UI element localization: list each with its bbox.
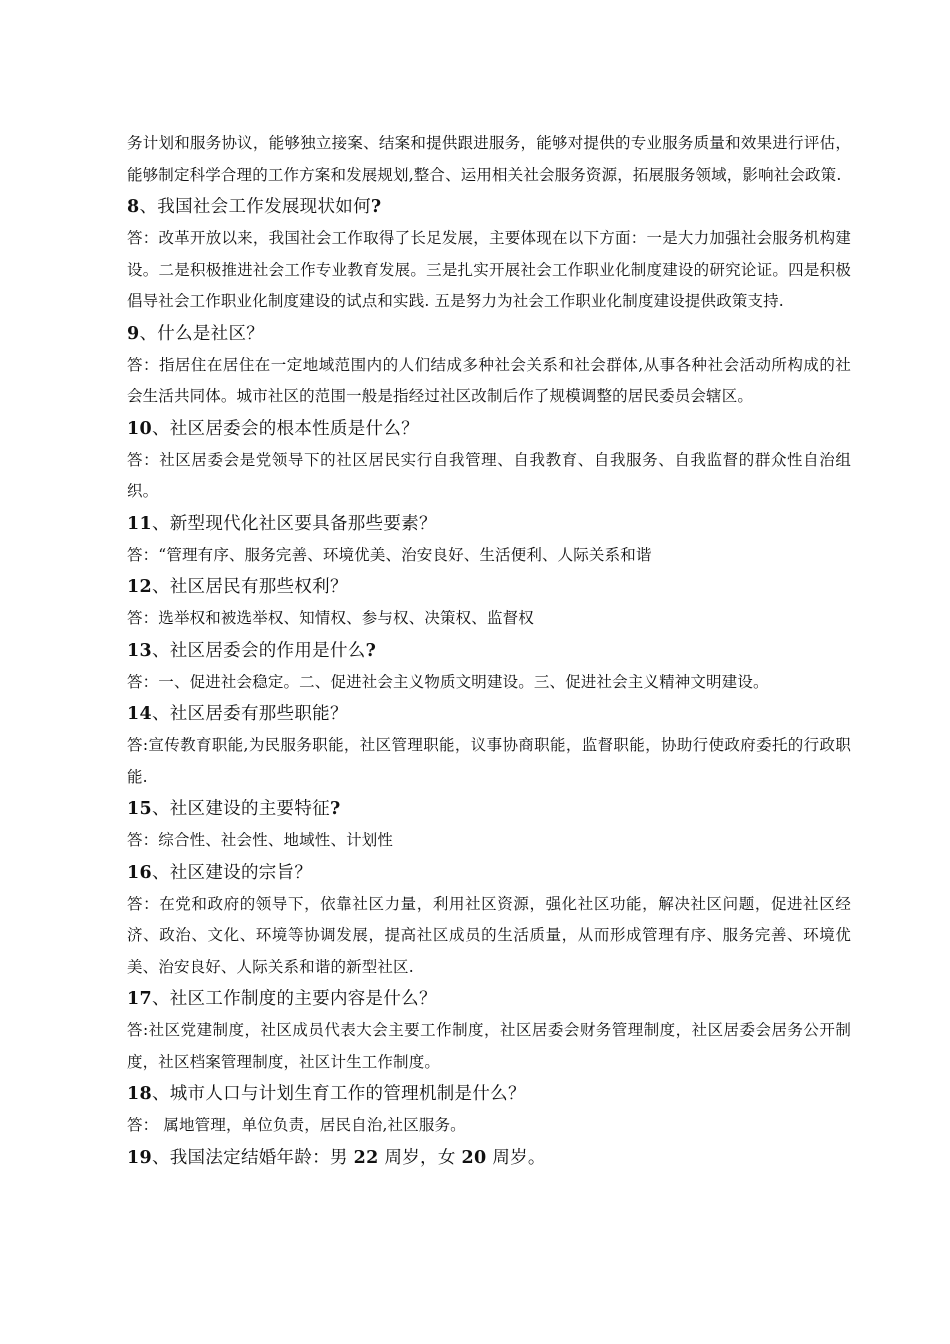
qa-item (127, 983, 851, 1078)
question-heading (127, 571, 851, 603)
qa-item (127, 793, 851, 857)
qa-item (127, 508, 851, 572)
question-text: 、社区工作制度的主要内容是什么？ (151, 989, 437, 1009)
question-text: 、社区居委会的根本性质是什么？ (151, 418, 419, 439)
question-mark: ? (365, 640, 377, 661)
question-text: 、社区建设的宗旨？ (151, 862, 313, 883)
question-19 (127, 1142, 851, 1174)
question-number: 12 (127, 577, 152, 597)
question-number: 13 (127, 640, 152, 661)
question-number: 8 (127, 197, 140, 217)
qa-item (127, 191, 851, 318)
question-number: 11 (127, 513, 152, 534)
answer-paragraph: 答：社区居委会是党领导下的社区居民实行自我管理、自我教育、自我服务、自我监督的群众性自治组织。 (127, 450, 851, 500)
answer-paragraph: 答：综合性、社会性、地域性、计划性 (127, 831, 394, 849)
question-mark: ? (329, 799, 341, 819)
qa-item (127, 318, 851, 413)
qa-item (127, 413, 851, 508)
question-text: 、社区居民有那些权利？ (151, 577, 348, 597)
question-heading (127, 857, 851, 889)
question-text: 、社区居委有那些职能？ (151, 704, 348, 724)
qa-item (127, 571, 851, 635)
question-number: 18 (127, 1084, 152, 1104)
qa-item (127, 1078, 851, 1142)
question-number: 16 (127, 862, 152, 883)
question-text: 、社区建设的主要特征 (151, 799, 330, 819)
question-heading (127, 793, 851, 825)
question-text: 周岁。 (486, 1147, 546, 1168)
question-text: 、社区居委会的作用是什么 (151, 640, 366, 661)
answer-paragraph: 答：指居住在居住在一定地域范围内的人们结成多种社会关系和社会群体,从事各种社会活动所构成的社会生活共同体。城市社区的范围一般是指经过社区改制后作了规模调整的居民委员会辖区。 (127, 355, 851, 405)
intro-paragraph: 务计划和服务协议，能够独立接案、结案和提供跟进服务，能够对提供的专业服务质量和效果进行评估，能够制定科学合理的工作方案和发展规划,整合、运用相关社会服务资源，拓展服务领域，影响社会政策. (127, 134, 851, 184)
question-number: 19 (127, 1147, 152, 1168)
question-heading (127, 508, 851, 540)
question-mark: ? (370, 197, 382, 217)
answer-paragraph: 答：改革开放以来，我国社会工作取得了长足发展，主要体现在以下方面：一是大力加强社会服务机构建设。二是积极推进社会工作专业教育发展。三是扎实开展社会工作职业化制度建设的研究论证。四是积极倡导社会工作职业化制度建设的试点和实践. 五是努力为社会工作职业化制度建设提供政策支持. (127, 229, 851, 310)
female-age: 20 (461, 1147, 487, 1168)
question-text: 周岁，女 (378, 1147, 462, 1168)
qa-item (127, 857, 851, 984)
question-heading (127, 698, 851, 730)
qa-item (127, 635, 851, 699)
answer-paragraph: 答：在党和政府的领导下，依靠社区力量，利用社区资源，强化社区功能，解决社区问题，促进社区经济、政治、文化、环境等协调发展，提高社区成员的生活质量，从而形成管理有序、服务完善、环境优美、治安良好、人际关系和谐的新型社区. (127, 894, 851, 976)
question-number: 17 (127, 989, 152, 1009)
question-number: 10 (127, 418, 152, 439)
question-heading (127, 318, 851, 350)
question-number: 15 (127, 799, 152, 819)
question-text: 、城市人口与计划生育工作的管理机制是什么？ (151, 1084, 526, 1104)
qa-item (127, 698, 851, 793)
question-heading (127, 1078, 851, 1110)
question-text: 、我国法定结婚年龄：男 (151, 1147, 354, 1168)
qa-list (127, 191, 851, 1142)
question-heading (127, 413, 851, 445)
question-number: 14 (127, 704, 152, 724)
question-text: 、我国社会工作发展现状如何 (139, 197, 371, 217)
question-number: 9 (127, 323, 140, 344)
answer-paragraph: 答：选举权和被选举权、知情权、参与权、决策权、监督权 (127, 609, 534, 627)
answer-paragraph: 答:社区党建制度，社区成员代表大会主要工作制度，社区居委会财务管理制度，社区居委会居务公开制度，社区档案管理制度，社区计生工作制度。 (127, 1021, 851, 1071)
document-body (127, 128, 851, 1174)
question-heading (127, 983, 851, 1015)
answer-paragraph: 答：一、促进社会稳定。二、促进社会主义物质文明建设。三、促进社会主义精神文明建设。 (127, 672, 769, 691)
male-age: 22 (353, 1147, 379, 1168)
question-heading (127, 635, 851, 667)
answer-paragraph: 答：“管理有序、服务完善、环境优美、治安良好、生活便利、人际关系和谐 (127, 545, 652, 564)
question-text: 、什么是社区？ (139, 323, 265, 344)
answer-paragraph: 答： 属地管理，单位负责，居民自治,社区服务。 (127, 1116, 466, 1134)
question-heading (127, 191, 851, 223)
answer-paragraph: 答:宣传教育职能,为民服务职能，社区管理职能，议事协商职能，监督职能，协助行使政府委托的行政职能. (127, 736, 851, 786)
question-text: 、新型现代化社区要具备那些要素？ (151, 513, 437, 534)
